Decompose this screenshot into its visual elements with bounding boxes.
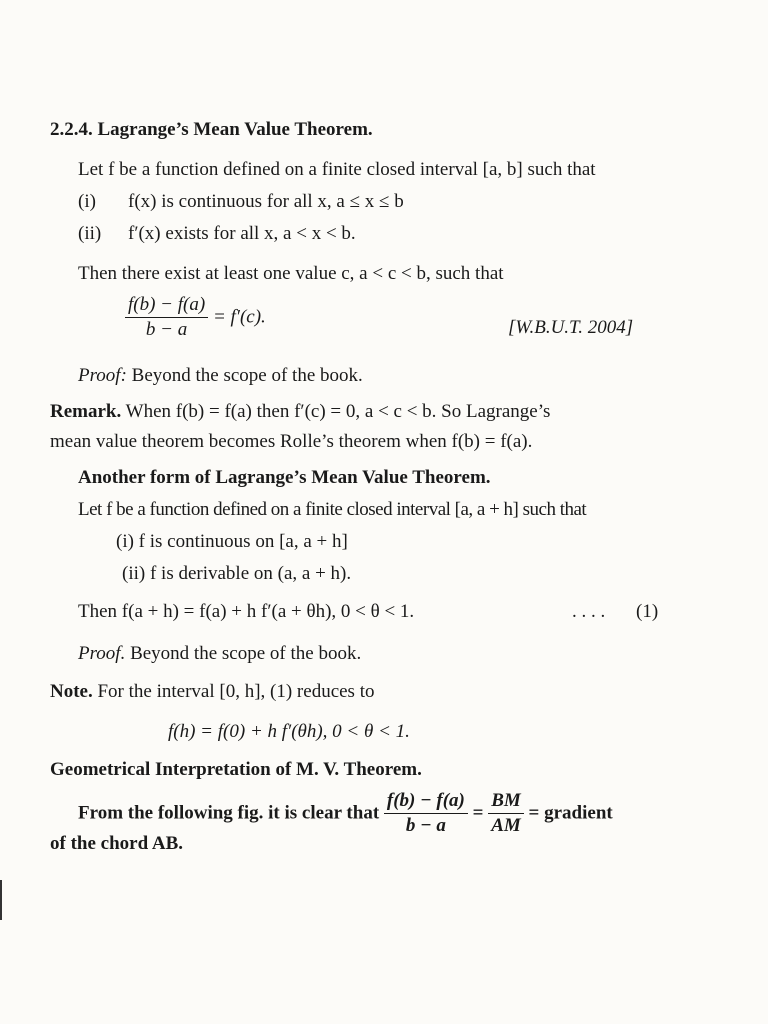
condition-2-label: (ii) [78,223,102,244]
another-form-heading: Another form of Lagrange’s Mean Value Theorem. [78,467,491,488]
citation: [W.B.U.T. 2004] [508,317,634,338]
remark-text-1: When f(b) = f(a) then f′(c) = 0, a < c < b. So Lagrange’s [125,401,551,422]
remark-label: Remark. [50,401,122,422]
geometric-equals: = [472,802,484,824]
condition-2 [78,222,356,246]
mvt-numerator: f(b) − f(a) [125,294,208,318]
note-line [50,680,374,704]
proof-2-label: Proof. [78,643,126,664]
equation-number: (1) [636,601,659,622]
condition-1-text: f(x) is continuous for all x, a ≤ x ≤ b [128,191,404,212]
note-formula: f(h) = f(0) + h f′(θh), 0 < θ < 1. [168,721,410,742]
mvt-fraction [125,294,208,341]
proof-2-text: Beyond the scope of the book. [130,643,362,664]
remark-line-1 [50,400,550,424]
geometric-line-2: of the chord AB. [50,833,183,854]
mvt-denominator: b − a [145,319,188,340]
geometric-fraction-1-numerator: f(b) − f(a) [384,790,468,814]
proof-1 [78,364,363,388]
condition-2-text: f′(x) exists for all x, a < x < b. [128,223,356,244]
geometric-statement [78,790,613,837]
then-statement: Then there exist at least one value c, a < c < b, such that [78,263,504,284]
another-form-intro: Let f be a function defined on a finite closed interval [a, a + h] such that [78,499,587,520]
another-condition-2: (ii) f is derivable on (a, a + h). [122,563,352,584]
geometric-fraction-1-denominator: b − a [405,815,446,836]
page-edge-mark [0,880,2,920]
section-heading: 2.2.4. Lagrange’s Mean Value Theorem. [50,119,373,140]
geometric-fraction-2-denominator: AM [491,815,521,836]
geometric-prefix: From the following fig. it is clear that [78,802,380,824]
proof-1-text: Beyond the scope of the book. [131,365,363,386]
proof-2 [78,642,361,666]
condition-1 [78,190,404,214]
geometric-heading: Geometrical Interpretation of M. V. Theorem. [50,759,422,780]
condition-1-label: (i) [78,191,96,212]
another-form-formula: Then f(a + h) = f(a) + h f′(a + θh), 0 < θ < 1. [78,601,415,622]
geometric-fraction-1 [384,790,468,837]
theorem-intro: Let f be a function defined on a finite closed interval [a, b] such that [78,159,596,180]
proof-1-label: Proof: [78,365,127,386]
geometric-fraction-2 [488,790,524,837]
mvt-formula [125,294,266,341]
note-text: For the interval [0, h], (1) reduces to [97,681,375,702]
mvt-rhs: = f′(c). [212,306,266,328]
geometric-suffix: = gradient [528,802,613,824]
note-label: Note. [50,681,93,702]
remark-line-2: mean value theorem becomes Rolle’s theorem when f(b) = f(a). [50,431,533,452]
equation-dots: . . . . [572,601,606,622]
geometric-fraction-2-numerator: BM [488,790,524,814]
another-condition-1: (i) f is continuous on [a, a + h] [116,531,348,552]
